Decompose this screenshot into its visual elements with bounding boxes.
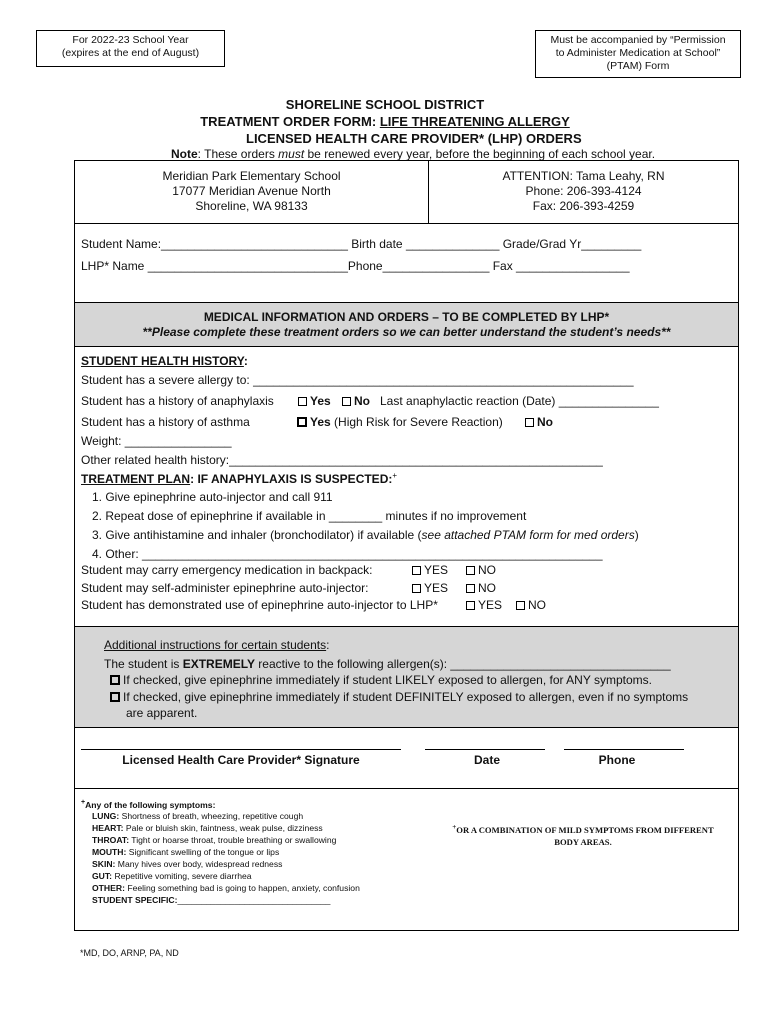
anaphylaxis-no-label: No <box>354 394 370 408</box>
school-year-box <box>36 30 225 67</box>
demonstrated-no-label: NO <box>528 598 546 612</box>
step-3-b: see attached PTAM form for med orders <box>421 528 635 542</box>
symptom-student-label: STUDENT SPECIFIC: <box>92 895 178 905</box>
treatment-step-1: 1. Give epinephrine auto-injector and call 911 <box>92 490 333 504</box>
form-title-prefix: TREATMENT ORDER FORM: <box>200 114 380 129</box>
symptom-other <box>92 882 360 894</box>
self-admin-no-label: NO <box>478 581 496 595</box>
reactive-b: EXTREMELY <box>182 657 255 671</box>
additional-heading <box>104 638 329 652</box>
anaphylaxis-label: Student has a history of anaphylaxis <box>81 394 274 408</box>
carry-no-option[interactable] <box>466 563 496 577</box>
carry-medication-label: Student may carry emergency medication in backpack: <box>81 563 373 577</box>
self-admin-no-option[interactable] <box>466 581 496 595</box>
symptom-throat-label: THROAT: <box>92 835 130 845</box>
school-info <box>75 169 428 214</box>
symptom-gut-label: GUT: <box>92 871 113 881</box>
symptom-heart-text: Pale or bluish skin, faintness, weak pulse, dizziness <box>123 823 323 833</box>
health-history-title: STUDENT HEALTH HISTORY <box>81 354 244 368</box>
carry-yes-option[interactable] <box>412 563 448 577</box>
step-3-a: 3. Give antihistamine and inhaler (bronchodilator) if available ( <box>92 528 422 542</box>
symptom-lung-label: LUNG: <box>92 811 120 821</box>
demonstrated-yes-label: YES <box>478 598 503 612</box>
additional-title: Additional instructions for certain students <box>104 638 327 652</box>
ptam-line1: Must be accompanied by “Permission <box>550 34 726 46</box>
symptom-other-text: Feeling something bad is going to happen, anxiety, confusion <box>124 883 360 893</box>
school-address: 17077 Meridian Avenue North <box>172 184 331 198</box>
self-admin-yes-option[interactable] <box>412 581 448 595</box>
combination-line-1-text: OR A COMBINATION OF MILD SYMPTOMS FROM DIFFERENT <box>456 824 714 835</box>
medical-banner-title: MEDICAL INFORMATION AND ORDERS – TO BE COMPLETED BY LHP* <box>203 310 610 324</box>
symptom-skin-text: Many hives over body, widespread redness <box>115 859 283 869</box>
demonstrated-yes-option[interactable] <box>466 598 502 612</box>
demonstrated-no-option[interactable] <box>516 598 546 612</box>
rule-banner-bottom <box>74 346 739 347</box>
asthma-no-option[interactable] <box>525 415 553 429</box>
other-history-field[interactable]: Other related health history:________________________________________________________ <box>81 453 603 467</box>
treatment-plan-heading <box>81 471 397 486</box>
contact-phone: Phone: 206-393-4124 <box>525 184 642 198</box>
symptom-throat-text: Tight or hoarse throat, trouble breathing or swallowing <box>129 835 337 845</box>
contact-attention: ATTENTION: Tama Leahy, RN <box>502 169 665 183</box>
symptom-skin <box>92 858 360 870</box>
treatment-plan-title: TREATMENT PLAN <box>81 472 191 486</box>
carry-yes-label: YES <box>424 563 449 577</box>
symptom-mouth-label: MOUTH: <box>92 847 127 857</box>
reactive-line[interactable] <box>104 657 671 671</box>
date-label: Date <box>473 753 500 767</box>
ptam-line2: to Administer Medication at School” <box>555 47 721 59</box>
symptom-lung <box>92 810 360 822</box>
renewal-note <box>171 147 655 161</box>
phone-label: Phone <box>598 753 636 767</box>
additional-colon: : <box>326 638 330 652</box>
combination-line-2: BODY AREAS. <box>554 836 612 847</box>
anaphylaxis-yes-label: Yes <box>310 394 331 408</box>
asthma-no-label: No <box>537 415 553 429</box>
date-line[interactable] <box>425 749 545 750</box>
school-city: Shoreline, WA 98133 <box>195 199 308 213</box>
signature-line[interactable] <box>81 749 401 750</box>
form-title <box>0 114 770 129</box>
definitely-text: If checked, give epinephrine immediately if student DEFINITELY exposed to allergen, even if no symptoms <box>123 690 689 704</box>
step-3-c: ) <box>634 528 639 542</box>
contact-fax: Fax: 206-393-4259 <box>532 199 635 213</box>
anaphylaxis-yes-checkbox[interactable] <box>298 397 307 406</box>
treatment-step-3 <box>92 528 639 542</box>
severe-allergy-line[interactable]: Student has a severe allergy to: _________________________________________________________ <box>81 373 634 387</box>
note-text-2: be renewed every year, before the beginning of each school year. <box>304 147 656 161</box>
rule-signature-bottom <box>74 788 739 789</box>
asthma-label: Student has a history of asthma <box>81 415 250 429</box>
asthma-yes-checkbox[interactable] <box>297 417 307 427</box>
likely-option[interactable] <box>110 673 652 687</box>
symptom-heart <box>92 822 360 834</box>
district-title: SHORELINE SCHOOL DISTRICT <box>285 97 485 112</box>
asthma-risk-text: (High Risk for Severe Reaction) <box>334 415 503 429</box>
lhp-name-line[interactable]: LHP* Name ______________________________Phone________________ Fax _________________ <box>81 259 630 273</box>
anaphylaxis-no-checkbox[interactable] <box>342 397 351 406</box>
phone-line[interactable] <box>564 749 684 750</box>
demonstrated-yes-checkbox[interactable] <box>466 601 475 610</box>
definitely-checkbox[interactable] <box>110 692 120 702</box>
anaphylaxis-no-option[interactable] <box>342 394 370 408</box>
self-admin-no-checkbox[interactable] <box>466 584 475 593</box>
weight-field[interactable]: Weight: ________________ <box>81 434 232 448</box>
provider-footnote: *MD, DO, ARNP, PA, ND <box>80 948 179 958</box>
self-admin-label: Student may self-administer epinephrine auto-injector: <box>81 581 369 595</box>
symptom-lung-text: Shortness of breath, wheezing, repetitive cough <box>119 811 304 821</box>
self-admin-yes-checkbox[interactable] <box>412 584 421 593</box>
rule-banner-top <box>74 302 739 303</box>
definitely-option[interactable] <box>110 690 688 704</box>
asthma-yes-label: Yes <box>310 415 331 429</box>
treatment-step-2[interactable]: 2. Repeat dose of epinephrine if available in ________ minutes if no improvement <box>92 509 527 523</box>
school-year-line1: For 2022-23 School Year <box>72 34 189 46</box>
self-admin-yes-label: YES <box>424 581 449 595</box>
symptom-heart-label: HEART: <box>92 823 124 833</box>
symptoms-heading-text: Any of the following symptoms: <box>85 799 216 810</box>
symptom-student-specific[interactable] <box>92 894 360 906</box>
note-label: Note <box>171 147 198 161</box>
contact-info <box>429 169 738 214</box>
symptom-other-label: OTHER: <box>92 883 125 893</box>
treatment-plan-dagger: + <box>392 471 398 480</box>
asthma-no-checkbox[interactable] <box>525 418 534 427</box>
symptom-student-text: ________________________________ <box>177 895 331 905</box>
rule-additional-top <box>74 626 739 627</box>
symptom-throat <box>92 834 360 846</box>
symptom-skin-label: SKIN: <box>92 859 116 869</box>
definitely-text-cont: are apparent. <box>126 706 198 720</box>
rule-school-bottom <box>74 223 739 224</box>
form-title-underlined: LIFE THREATENING ALLERGY <box>379 114 570 129</box>
student-name-line[interactable]: Student Name:____________________________ Birth date ______________ Grade/Grad Yr_________ <box>81 237 642 251</box>
asthma-yes-option[interactable] <box>297 415 503 429</box>
symptom-gut <box>92 870 360 882</box>
symptoms-list <box>92 810 360 906</box>
demonstrated-no-checkbox[interactable] <box>516 601 525 610</box>
carry-no-checkbox[interactable] <box>466 566 475 575</box>
school-name: Meridian Park Elementary School <box>162 169 341 183</box>
school-year-line2: (expires at the end of August) <box>61 47 200 59</box>
note-emph: must <box>278 147 305 161</box>
symptoms-dagger: + <box>81 799 86 806</box>
symptoms-heading <box>81 797 215 811</box>
anaphylaxis-row <box>81 394 274 408</box>
reactive-c: reactive to the following allergen(s): _________________________________ <box>254 657 671 671</box>
symptom-gut-text: Repetitive vomiting, severe diarrhea <box>112 871 252 881</box>
carry-yes-checkbox[interactable] <box>412 566 421 575</box>
form-subtitle: LICENSED HEALTH CARE PROVIDER* (LHP) ORDERS <box>246 131 582 146</box>
ptam-line3: (PTAM) Form <box>606 60 670 72</box>
last-reaction-field[interactable]: Last anaphylactic reaction (Date) _______________ <box>380 394 659 408</box>
health-history-colon: : <box>243 354 248 368</box>
treatment-plan-rest: : IF ANAPHYLAXIS IS SUSPECTED: <box>190 472 393 486</box>
treatment-step-4[interactable]: 4. Other: _____________________________________________________________________ <box>92 547 603 561</box>
note-text-1: : These orders <box>197 147 279 161</box>
carry-no-label: NO <box>478 563 496 577</box>
anaphylaxis-yes-option[interactable] <box>298 394 331 408</box>
symptom-mouth <box>92 846 360 858</box>
signature-label: Licensed Health Care Provider* Signature <box>122 753 360 767</box>
medical-banner-bg <box>75 302 738 346</box>
ptam-box <box>535 30 741 78</box>
likely-text: If checked, give epinephrine immediately if student LIKELY exposed to allergen, for ANY symptoms. <box>123 673 652 687</box>
demonstrated-label: Student has demonstrated use of epinephrine auto-injector to LHP* <box>81 598 438 612</box>
rule-additional-bottom <box>74 727 739 728</box>
combination-line-1: +OR A COMBINATION OF MILD SYMPTOMS FROM DIFFERENT <box>452 823 714 835</box>
health-history-heading <box>81 354 248 368</box>
symptom-mouth-text: Significant swelling of the tongue or lips <box>126 847 280 857</box>
likely-checkbox[interactable] <box>110 675 120 685</box>
combination-note <box>428 821 738 848</box>
reactive-a: The student is <box>104 657 183 671</box>
medical-banner-subtitle: **Please complete these treatment orders so we can better understand the student’s needs** <box>142 325 671 339</box>
